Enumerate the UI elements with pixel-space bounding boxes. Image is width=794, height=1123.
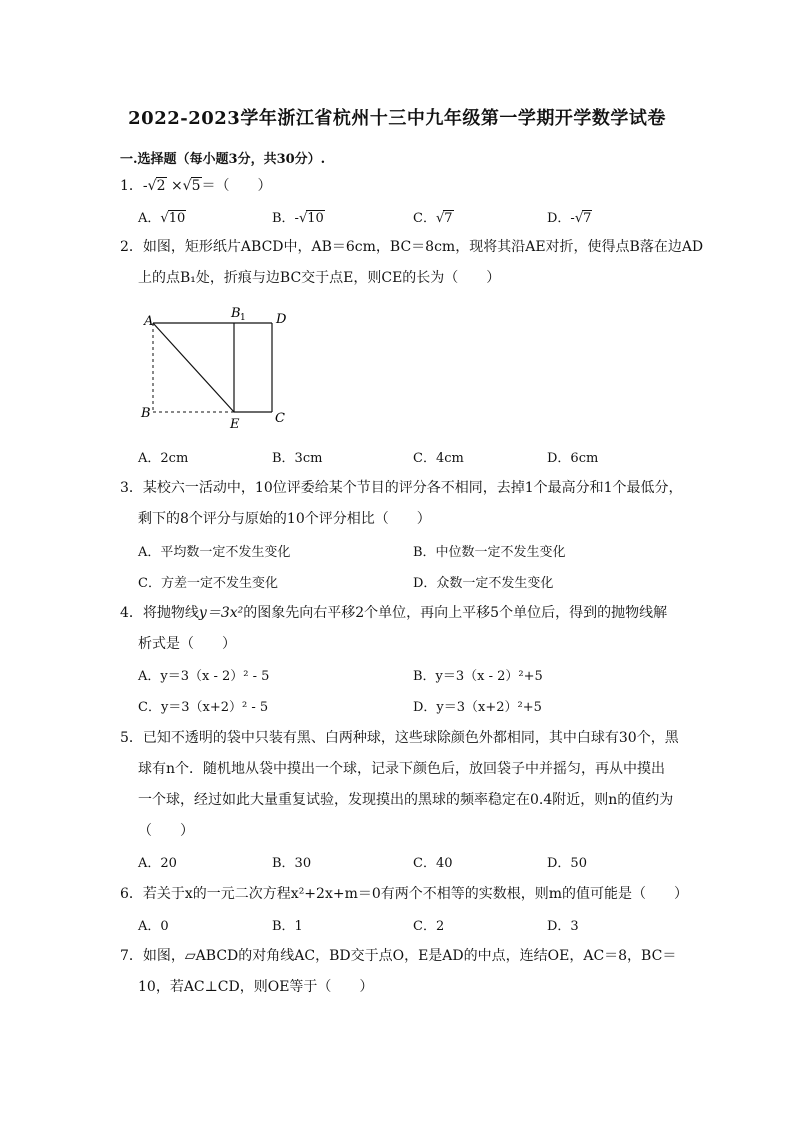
- label-C: C: [275, 411, 285, 426]
- q2-option-d[interactable]: D．6cm: [547, 451, 599, 466]
- label-D: D: [276, 312, 287, 327]
- q4-option-d[interactable]: D．y＝3（x+2）²+5: [413, 700, 542, 715]
- question-4-line-2: 析式是（ ）: [138, 636, 236, 652]
- question-4-line-1: 4．将抛物线y＝3x²的图象先向右平移2个单位，再向上平移5个单位后，得到的抛物线解: [120, 605, 668, 621]
- q1-option-c[interactable]: C．√7: [413, 211, 453, 226]
- q1-option-d[interactable]: D．-√7: [547, 211, 592, 226]
- q5-option-c[interactable]: C．40: [413, 856, 453, 871]
- q5-option-b[interactable]: B．30: [272, 856, 312, 871]
- question-5-line-1: 5．已知不透明的袋中只装有黑、白两种球，这些球除颜色外都相同，其中白球有30个，黑: [120, 730, 679, 746]
- label-A: A: [144, 314, 154, 329]
- q5-option-d[interactable]: D．50: [547, 856, 587, 871]
- q6-option-b[interactable]: B．1: [272, 919, 303, 934]
- q6-option-d[interactable]: D．3: [547, 919, 579, 934]
- section-heading: 一.选择题（每小题3分，共30分）.: [120, 152, 326, 167]
- question-1: 1．-√2 ×√5＝（ ）: [120, 178, 272, 194]
- q2-option-a[interactable]: A．2cm: [138, 451, 189, 466]
- question-2-line-1: 2．如图，矩形纸片ABCD中，AB＝6cm，BC＝8cm，现将其沿AE对折，使得点B落在边AD: [120, 239, 704, 255]
- label-B1: B: [231, 306, 241, 321]
- question-7-line-1: 7．如图，▱ABCD的对角线AC，BD交于点O，E是AD的中点，连结OE，AC＝8，BC＝: [120, 948, 677, 964]
- q4-option-a[interactable]: A．y＝3（x - 2）² - 5: [138, 669, 270, 684]
- q4-option-c[interactable]: C．y＝3（x+2）² - 5: [138, 700, 269, 715]
- q6-option-a[interactable]: A．0: [138, 919, 169, 934]
- question-7-line-2: 10，若AC⊥CD，则OE等于（ ）: [138, 979, 374, 995]
- question-number: 1．: [120, 178, 143, 194]
- label-B: B: [141, 406, 151, 421]
- label-E: E: [230, 417, 240, 432]
- q6-option-c[interactable]: C．2: [413, 919, 445, 934]
- question-2-line-2: 上的点B₁处，折痕与边BC交于点E，则CE的长为（ ）: [138, 270, 501, 286]
- question-6-line-1: 6．若关于x的一元二次方程x²+2x+m＝0有两个不相等的实数根，则m的值可能是（ ）: [120, 886, 689, 902]
- label-B1-subscript: 1: [240, 313, 246, 323]
- question-5-line-3: 一个球，经过如此大量重复试验，发现摸出的黑球的频率稳定在0.4附近，则n的值约为: [138, 792, 674, 808]
- q5-option-a[interactable]: A．20: [138, 856, 177, 871]
- q3-option-c[interactable]: C．方差一定不发生变化: [138, 576, 278, 591]
- q1-option-b[interactable]: B．-√10: [272, 211, 324, 226]
- question-5-line-4: （ ）: [138, 823, 194, 839]
- q3-option-d[interactable]: D．众数一定不发生变化: [413, 576, 554, 591]
- radicand: 2: [156, 178, 166, 194]
- line-AE: [153, 323, 234, 412]
- question-stem: ＝（ ）: [201, 178, 272, 194]
- question-5-line-2: 球有n个．随机地从袋中摸出一个球，记录下颜色后，放回袋子中并摇匀，再从中摸出: [138, 761, 666, 777]
- page-title: 2022-2023学年浙江省杭州十三中九年级第一学期开学数学试卷: [128, 108, 666, 129]
- q1-option-a[interactable]: A．√10: [138, 211, 186, 226]
- q2-option-c[interactable]: C．4cm: [413, 451, 464, 466]
- q2-option-b[interactable]: B．3cm: [272, 451, 323, 466]
- q4-option-b[interactable]: B．y＝3（x - 2）²+5: [413, 669, 543, 684]
- q2-rectangle-figure: [130, 300, 300, 440]
- radicand: 5: [191, 178, 201, 194]
- question-3-line-1: 3．某校六一活动中，10位评委给某个节目的评分各不相同，去掉1个最高分和1个最低分，: [120, 480, 683, 496]
- q3-option-b[interactable]: B．中位数一定不发生变化: [413, 545, 566, 560]
- question-3-line-2: 剩下的8个评分与原始的10个评分相比（ ）: [138, 511, 431, 527]
- q3-option-a[interactable]: A．平均数一定不发生变化: [138, 545, 291, 560]
